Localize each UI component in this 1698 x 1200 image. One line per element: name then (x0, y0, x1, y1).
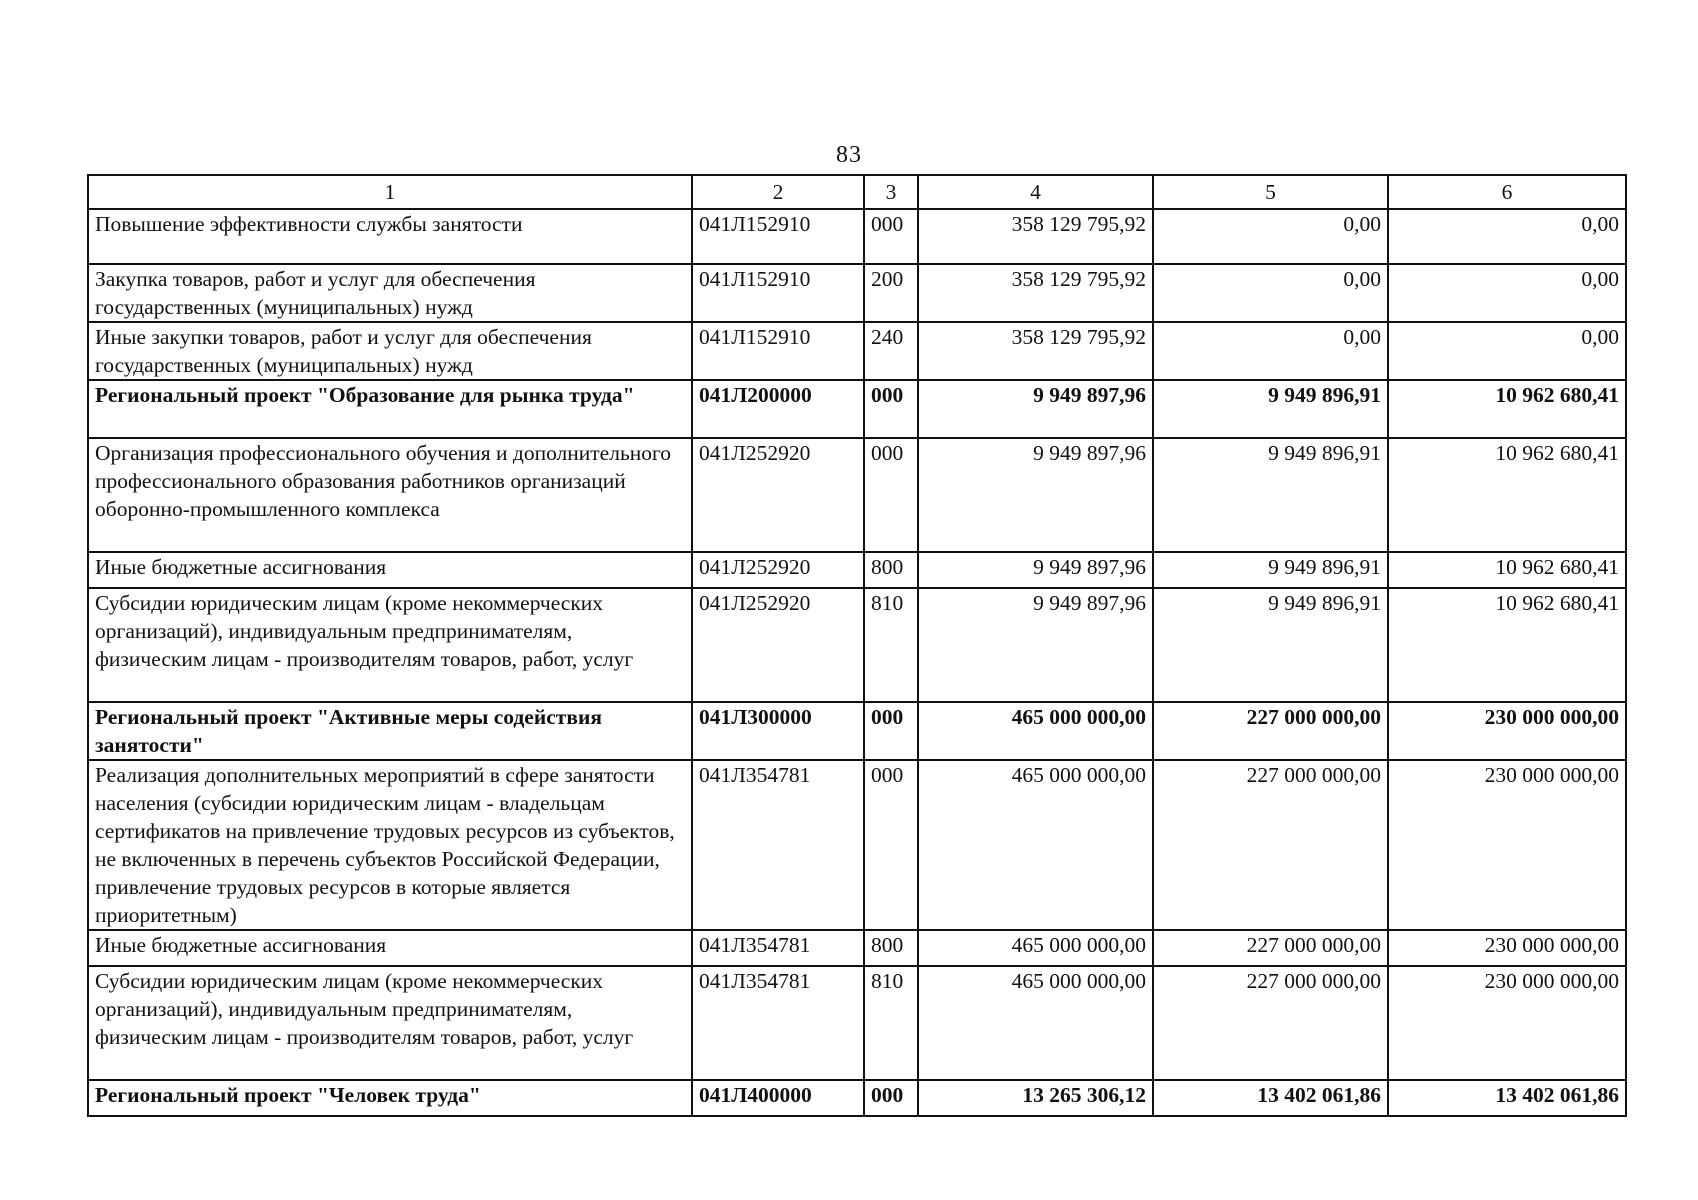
row-value-col4: 13 265 306,12 (918, 1080, 1153, 1116)
row-value-col6: 10 962 680,41 (1388, 438, 1626, 552)
table-row-project (88, 380, 1626, 438)
row-value-col6: 10 962 680,41 (1388, 588, 1626, 702)
table-row (88, 760, 1626, 930)
column-header-6: 6 (1388, 175, 1626, 209)
header-row (88, 175, 1626, 209)
row-value-col4: 358 129 795,92 (918, 322, 1153, 380)
row-value-col4: 9 949 897,96 (918, 588, 1153, 702)
row-value-col4: 9 949 897,96 (918, 438, 1153, 552)
row-expense-type: 000 (864, 760, 918, 930)
row-value-col6: 10 962 680,41 (1388, 552, 1626, 588)
row-name: Региональный проект "Образование для рынка труда" (88, 380, 692, 438)
row-expense-type: 800 (864, 930, 918, 966)
row-name: Региональный проект "Человек труда" (88, 1080, 692, 1116)
row-value-col5: 9 949 896,91 (1153, 588, 1388, 702)
row-expense-type: 000 (864, 380, 918, 438)
row-name: Субсидии юридическим лицам (кроме некоммерческих организаций), индивидуальным предпринимателям, физическим лицам - производителям товаров, работ, услуг (88, 966, 692, 1080)
row-target-code: 041Л252920 (692, 588, 864, 702)
row-name: Организация профессионального обучения и дополнительного профессионального образования работников организаций оборонно-промышленного комплекса (88, 438, 692, 552)
column-header-2: 2 (692, 175, 864, 209)
row-value-col5: 9 949 896,91 (1153, 380, 1388, 438)
row-name: Реализация дополнительных мероприятий в сфере занятости населения (субсидии юридическим лицам - владельцам сертификатов на привлечение трудовых ресурсов из субъектов, не включенных в перечень субъектов Российской Федерации, привлечение трудовых ресурсов в которые является приоритетным) (88, 760, 692, 930)
row-name: Субсидии юридическим лицам (кроме некоммерческих организаций), индивидуальным предпринимателям, физическим лицам - производителям товаров, работ, услуг (88, 588, 692, 702)
table-row-project (88, 702, 1626, 760)
row-value-col4: 358 129 795,92 (918, 264, 1153, 322)
row-value-col4: 358 129 795,92 (918, 209, 1153, 264)
row-target-code: 041Л354781 (692, 966, 864, 1080)
row-value-col4: 9 949 897,96 (918, 380, 1153, 438)
table-row (88, 209, 1626, 264)
row-target-code: 041Л252920 (692, 438, 864, 552)
row-value-col5: 227 000 000,00 (1153, 930, 1388, 966)
table-row (88, 588, 1626, 702)
row-value-col5: 0,00 (1153, 264, 1388, 322)
row-value-col4: 465 000 000,00 (918, 760, 1153, 930)
row-expense-type: 800 (864, 552, 918, 588)
row-target-code: 041Л354781 (692, 760, 864, 930)
row-expense-type: 000 (864, 702, 918, 760)
row-value-col6: 230 000 000,00 (1388, 702, 1626, 760)
table-row (88, 966, 1626, 1080)
column-header-1: 1 (88, 175, 692, 209)
row-name: Закупка товаров, работ и услуг для обеспечения государственных (муниципальных) нужд (88, 264, 692, 322)
row-value-col4: 465 000 000,00 (918, 966, 1153, 1080)
table-row-project (88, 1080, 1626, 1116)
row-value-col5: 0,00 (1153, 322, 1388, 380)
table-row (88, 264, 1626, 322)
row-name: Повышение эффективности службы занятости (88, 209, 692, 264)
row-name: Иные бюджетные ассигнования (88, 552, 692, 588)
row-target-code: 041Л400000 (692, 1080, 864, 1116)
column-header-3: 3 (864, 175, 918, 209)
row-expense-type: 240 (864, 322, 918, 380)
row-value-col6: 230 000 000,00 (1388, 966, 1626, 1080)
row-target-code: 041Л152910 (692, 322, 864, 380)
row-value-col6: 230 000 000,00 (1388, 930, 1626, 966)
row-target-code: 041Л252920 (692, 552, 864, 588)
row-expense-type: 810 (864, 966, 918, 1080)
row-value-col6: 0,00 (1388, 209, 1626, 264)
row-value-col5: 9 949 896,91 (1153, 438, 1388, 552)
row-value-col4: 465 000 000,00 (918, 930, 1153, 966)
row-value-col5: 227 000 000,00 (1153, 966, 1388, 1080)
row-value-col5: 227 000 000,00 (1153, 760, 1388, 930)
row-target-code: 041Л354781 (692, 930, 864, 966)
row-value-col4: 9 949 897,96 (918, 552, 1153, 588)
page-number: 83 (836, 142, 862, 168)
row-value-col6: 0,00 (1388, 322, 1626, 380)
row-name: Региональный проект "Активные меры содействия занятости" (88, 702, 692, 760)
row-target-code: 041Л152910 (692, 209, 864, 264)
row-name: Иные бюджетные ассигнования (88, 930, 692, 966)
row-value-col5: 9 949 896,91 (1153, 552, 1388, 588)
row-expense-type: 000 (864, 1080, 918, 1116)
row-value-col5: 0,00 (1153, 209, 1388, 264)
row-target-code: 041Л300000 (692, 702, 864, 760)
table-row (88, 930, 1626, 966)
row-value-col6: 230 000 000,00 (1388, 760, 1626, 930)
row-value-col4: 465 000 000,00 (918, 702, 1153, 760)
row-expense-type: 000 (864, 438, 918, 552)
row-target-code: 041Л152910 (692, 264, 864, 322)
row-value-col5: 13 402 061,86 (1153, 1080, 1388, 1116)
table-row (88, 552, 1626, 588)
row-value-col6: 10 962 680,41 (1388, 380, 1626, 438)
budget-table (87, 174, 1627, 1117)
row-value-col6: 0,00 (1388, 264, 1626, 322)
row-expense-type: 200 (864, 264, 918, 322)
row-expense-type: 810 (864, 588, 918, 702)
row-name: Иные закупки товаров, работ и услуг для обеспечения государственных (муниципальных) нужд (88, 322, 692, 380)
row-value-col5: 227 000 000,00 (1153, 702, 1388, 760)
column-header-4: 4 (918, 175, 1153, 209)
row-target-code: 041Л200000 (692, 380, 864, 438)
row-expense-type: 000 (864, 209, 918, 264)
row-value-col6: 13 402 061,86 (1388, 1080, 1626, 1116)
column-header-5: 5 (1153, 175, 1388, 209)
table-row (88, 322, 1626, 380)
table-row (88, 438, 1626, 552)
